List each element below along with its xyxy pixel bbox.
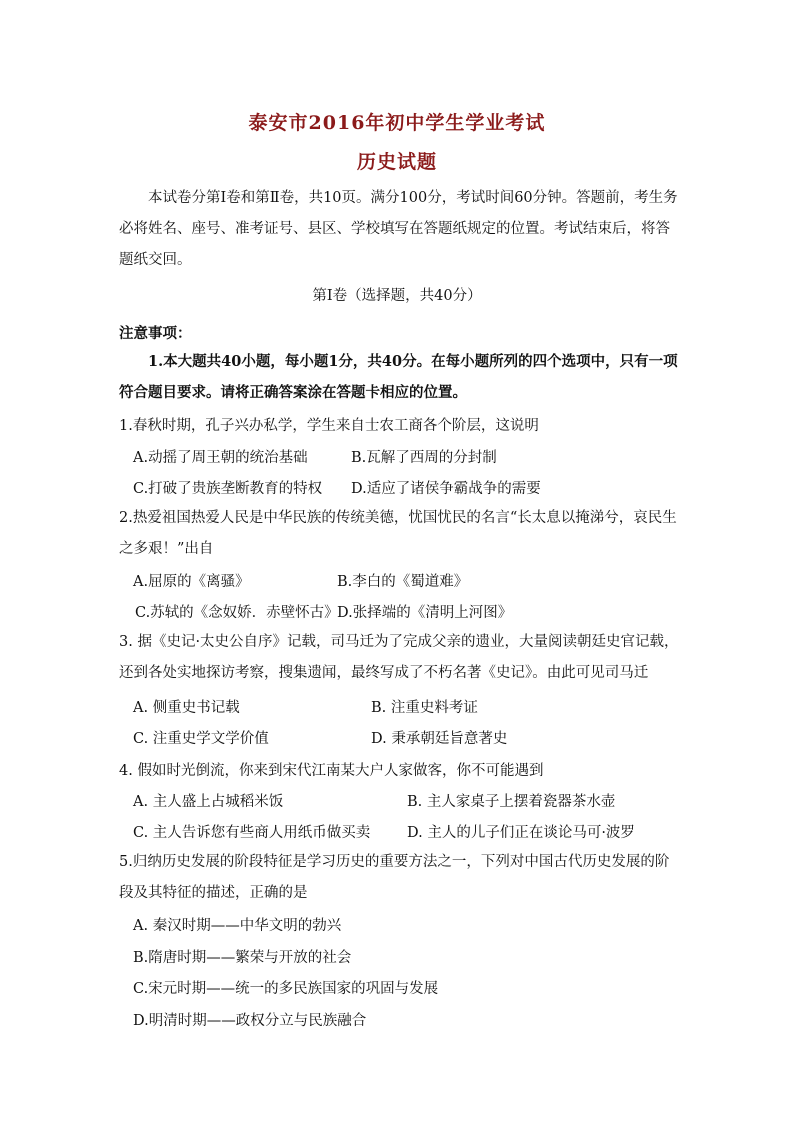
question-1-option-d: D.适应了诸侯争霸战争的需要 (351, 481, 541, 497)
question-3-stem: 3. 据《史记·太史公自序》记载，司马迁为了完成父亲的遗业，大量阅读朝廷史官记载，还到各处实地探访考察，搜集遗闻，最终写成了不朽名著《史记》。由此可见司马迁 (119, 634, 679, 681)
question-5-option-c: C.宋元时期——统一的多民族国家的巩固与发展 (133, 981, 439, 997)
question-3-option-d: D. 秉承朝廷旨意著史 (371, 731, 508, 747)
question-3-option-b: B. 注重史料考证 (371, 700, 478, 716)
question-4-option-c: C. 主人告诉您有些商人用纸币做买卖 (133, 825, 371, 841)
question-3-option-c: C. 注重史学文学价值 (133, 731, 269, 747)
question-2-option-a: A.屈原的《离骚》 (133, 574, 250, 590)
question-4-option-b: B. 主人家桌子上摆着瓷器茶水壶 (407, 794, 616, 810)
question-1-stem: 1.春秋时期，孔子兴办私学，学生来自士农工商各个阶层，这说明 (119, 418, 539, 434)
notice-body: 1.本大题共40小题，每小题1分，共40分。在每小题所列的四个选项中，只有一项符合题目要求。请将正确答案涂在答题卡相应的位置。 (119, 353, 678, 401)
exam-subject: 历史试题 (356, 151, 437, 173)
question-5-stem: 5.归纳历史发展的阶段特征是学习历史的重要方法之一，下列对中国古代历史发展的阶段及其特征的描述，正确的是 (119, 854, 670, 901)
question-5-option-d: D.明清时期——政权分立与民族融合 (133, 1013, 367, 1029)
question-3-option-a: A. 侧重史书记载 (133, 700, 240, 716)
question-2-option-b: B.李白的《蜀道难》 (337, 574, 469, 590)
question-2-option-d: D.张择端的《清明上河图》 (337, 605, 513, 621)
question-5-option-a: A. 秦汉时期——中华文明的勃兴 (133, 918, 342, 934)
question-5-option-b: B.隋唐时期——繁荣与开放的社会 (133, 950, 352, 966)
question-4-stem: 4. 假如时光倒流，你来到宋代江南某大户人家做客，你不可能遇到 (119, 763, 544, 779)
question-2-stem: 2.热爱祖国热爱人民是中华民族的传统美德，忧国忧民的名言“长太息以掩涕兮，哀民生之多艰！”出自 (119, 510, 677, 557)
section-heading-text: 第Ⅰ卷（选择题，共40分） (312, 288, 482, 304)
exam-title: 泰安市2016年初中学生学业考试 (248, 112, 546, 134)
question-1-option-b: B.瓦解了西周的分封制 (351, 450, 497, 466)
section-heading (0, 284, 794, 305)
question-2-option-c: C.苏轼的《念奴娇．赤壁怀古》 (135, 605, 339, 621)
question-4-option-d: D. 主人的儿子们正在谈论马可·波罗 (407, 825, 635, 841)
question-1-option-c: C.打破了贵族垄断教育的特权 (133, 481, 323, 497)
question-1-option-a: A.动摇了周王朝的统治基础 (133, 450, 308, 466)
notice-heading: 注意事项： (119, 325, 192, 342)
question-4-option-a: A. 主人盛上占城稻米饭 (133, 794, 284, 810)
exam-intro: 本试卷分第Ⅰ卷和第Ⅱ卷，共10页。满分100分，考试时间60分钟。答题前，考生务必将姓名、座号、准考证号、县区、学校填写在答题纸规定的位置。考试结束后，将答题纸交回。 (119, 190, 678, 268)
